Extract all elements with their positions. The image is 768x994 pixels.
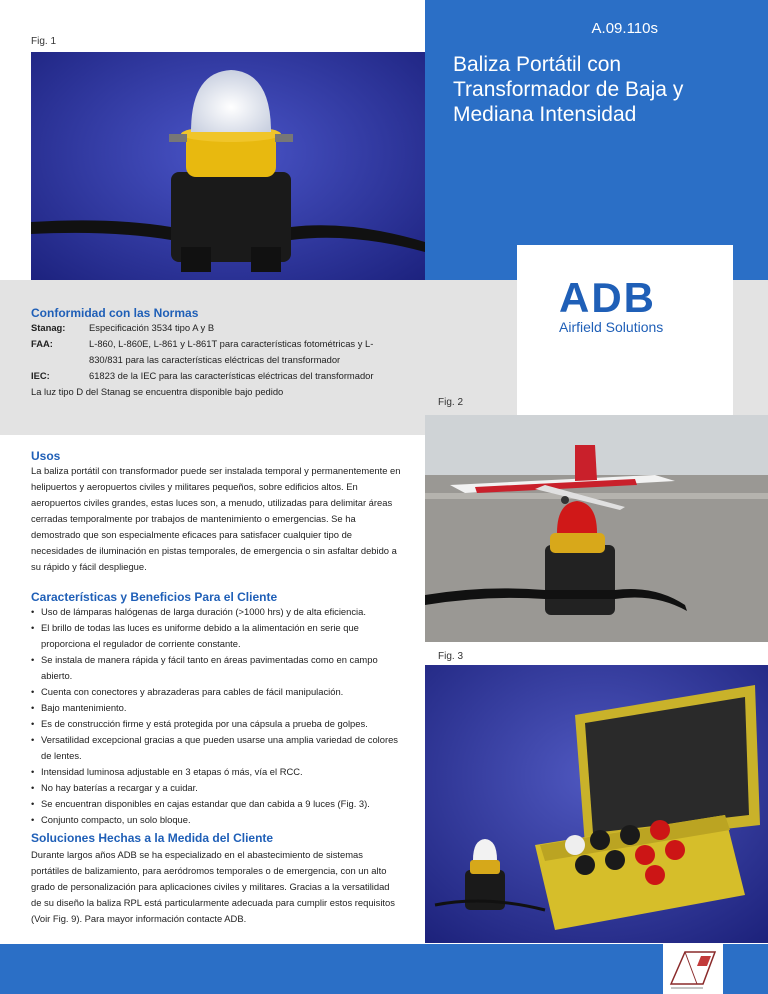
list-item: • Uso de lámparas halógenas de larga duración (>1000 hrs) y de alta eficiencia. bbox=[31, 604, 409, 620]
fig1-photo bbox=[31, 52, 425, 304]
title-block bbox=[425, 0, 768, 280]
page-title: Baliza Portátil con Transformador de Baja y Mediana Intensidad bbox=[453, 53, 684, 126]
fig2-photo bbox=[425, 415, 768, 642]
custom-heading: Soluciones Hechas a la Medida del Cliente bbox=[31, 831, 274, 845]
norms-list bbox=[31, 320, 411, 400]
norms-note: La luz tipo D del Stanag se encuentra disponible bajo pedido bbox=[31, 386, 284, 397]
adb-logo bbox=[517, 245, 733, 423]
norm-row-iec: IEC: 61823 de la IEC para las características eléctricas del transformador bbox=[31, 370, 374, 381]
norms-heading: Conformidad con las Normas bbox=[31, 306, 199, 320]
footer-bar bbox=[0, 944, 768, 994]
logo-subtitle: Airfield Solutions bbox=[559, 319, 664, 335]
list-item: • Versatilidad excepcional gracias a que pueden usarse una amplia variedad de colores de lentes. bbox=[31, 732, 409, 764]
logo-brand: ADB bbox=[559, 274, 656, 321]
fig2-label: Fig. 2 bbox=[438, 397, 464, 408]
list-item: • El brillo de todas las luces es uniforme debido a la alimentación en serie que proporciona el regulador de corriente constante. bbox=[31, 620, 409, 652]
list-item: • Se encuentran disponibles en cajas estandar que dan cabida a 9 luces (Fig. 3). bbox=[31, 796, 409, 812]
usos-body: La baliza portátil con transformador puede ser instalada temporal y permanentemente en helipuertos y aeropuertos civiles y militares pequeños, sobre edificios altos. En aeropuertos civiles grandes, estas luces son, a menudo, utilizadas para delimitar áreas cerradas temporalmente por trabajos de mantenimiento o emergencias. Se ha demostrado que son especialmente eficaces para satisfacer cualquier tipo de necesidades de iluminación en pistas temporales, de emergencia o sin asfaltar debido a su rápido y fácil despliegue. bbox=[31, 465, 401, 572]
list-item: • Se instala de manera rápida y fácil tanto en áreas pavimentadas como en campo abierto. bbox=[31, 652, 409, 684]
list-item: • Conjunto compacto, un solo bloque. bbox=[31, 812, 409, 828]
fig1-label: Fig. 1 bbox=[31, 36, 57, 47]
usos-heading: Usos bbox=[31, 449, 61, 463]
list-item: • Intensidad luminosa adjustable en 3 etapas ó más, vía el RCC. bbox=[31, 764, 409, 780]
list-item: • Bajo mantenimiento. bbox=[31, 700, 409, 716]
list-item: • Es de construcción firme y está protegida por una cápsula a prueba de golpes. bbox=[31, 716, 409, 732]
fig3-label: Fig. 3 bbox=[438, 651, 464, 662]
norm-row-stanag: Stanag: Especificación 3534 tipo A y B bbox=[31, 322, 215, 333]
fig3-photo bbox=[425, 665, 768, 943]
document-code: A.09.110s bbox=[591, 20, 658, 37]
norm-row-faa: FAA: L-860, L-860E, L-861 y L-861T para características fotométricas y L-830/831 para las características eléctricas del transformador bbox=[31, 338, 374, 365]
features-list bbox=[31, 604, 409, 828]
custom-body: Durante largos años ADB se ha especializado en el abastecimiento de sistemas portátiles de balizamiento, para aeródromos temporales o de emergencia, con un alto grado de personalización para aplicaciones civiles y militares. Gracias a la versatilidad de su diseño la baliza RPL está particularmente adecuada para cumplir estos requisitos (Voir Fig. 9). Para mayor información contacte ADB. bbox=[31, 849, 395, 924]
list-item: • No hay baterías a recargar y a cuidar. bbox=[31, 780, 409, 796]
features-heading: Características y Beneficios Para el Cliente bbox=[31, 590, 278, 604]
list-item: • Cuenta con conectores y abrazaderas para cables de fácil manipulación. bbox=[31, 684, 409, 700]
airfield-icon bbox=[663, 944, 723, 994]
